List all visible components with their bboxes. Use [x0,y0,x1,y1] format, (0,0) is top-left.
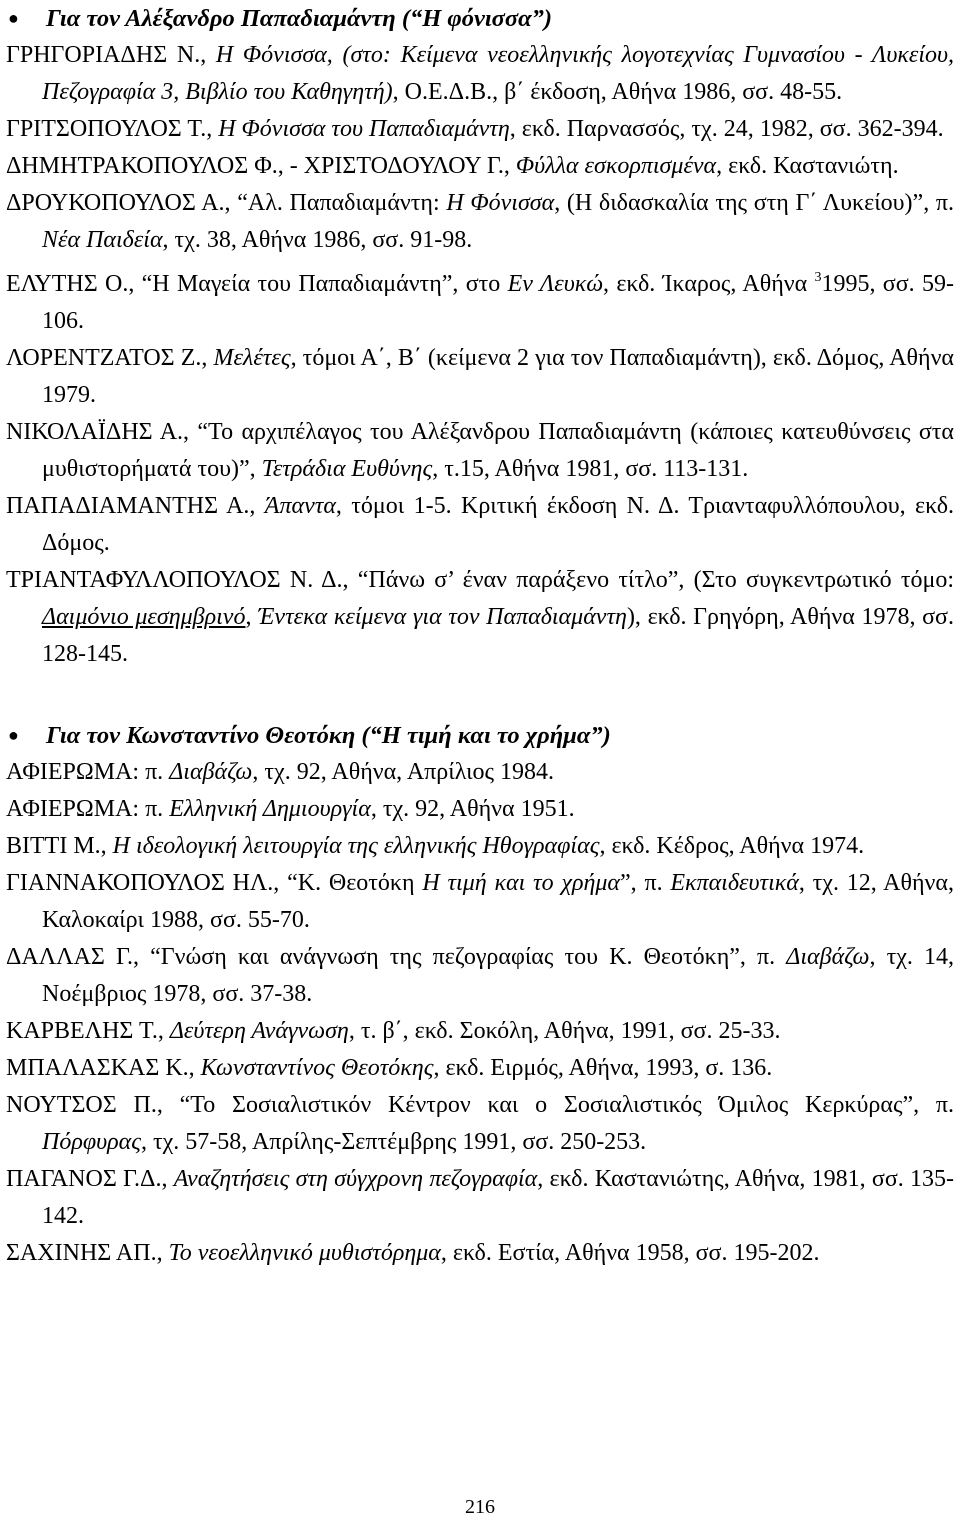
entry-text-segment: , τχ. 92, Αθήνα 1951. [370,796,575,822]
entry-text-segment: ΜΠΑΛΑΣΚΑΣ Κ., [6,1055,201,1081]
bibliography-entry [6,259,954,340]
entry-list [6,754,954,1272]
section-papadiamantis [6,0,954,673]
section-heading [6,717,954,754]
section-heading-text: Για τον Αλέξανδρο Παπαδιαμάντη (“Η φόνισσα”) [46,5,553,32]
entry-text-segment: ΛΟΡΕΝΤΖΑΤΟΣ Ζ., [6,345,214,371]
entry-text-segment: Νέα Παιδεία [42,227,163,253]
entry-text-segment: ΤΡΙΑΝΤΑΦΥΛΛΟΠΟΥΛΟΣ Ν. Δ., “Πάνω σ’ έναν παράξενο τίτλο”, (Στο συγκεντρωτικό τόμο: [6,567,954,593]
entry-text-segment: ΒΙΤΤΙ Μ., [6,833,113,859]
entry-text-segment: Η τιμή και το χρήμα [422,870,621,896]
bibliography-page [6,0,954,1272]
bibliography-entry [6,340,954,414]
entry-text-segment: ΔΡΟΥΚΟΠΟΥΛΟΣ Α., “Αλ. Παπαδιαμάντη: [6,190,447,216]
entry-text-segment: ΝΙΚΟΛΑΪΔΗΣ Α., “Το αρχιπέλαγος του Αλέξανδρου Παπαδιαμάντη (κάποιες κατευθύνσεις στα μυθιστορήματά του)”, [6,419,954,482]
entry-text-segment: Εκπαιδευτικά [670,870,799,896]
bibliography-entry [6,111,954,148]
entry-text-segment: , τ.15, Αθήνα 1981, σσ. 113-131. [432,456,749,482]
entry-text-segment: Διαβάζω [786,944,870,970]
entry-text-segment: Δεύτερη Ανάγνωση [169,1018,349,1044]
entry-text-segment: , εκδ. Εστία, Αθήνα 1958, σσ. 195-202. [440,1240,820,1266]
entry-text-segment: Η Φόνισσα, (στο: Κείμενα νεοελληνικής λογοτεχνίας Γυμνασίου - Λυκείου, Πεζογραφία 3, Βιβλίο του Καθηγητή) [42,42,955,105]
bibliography-entry [6,791,954,828]
entry-text-segment: ΑΦΙΕΡΩΜΑ: π. [6,796,170,822]
entry-text-segment: Τετράδια Ευθύνης [261,456,433,482]
section-theotokis [6,717,954,1272]
bibliography-entry [6,828,954,865]
entry-text-segment: , [245,604,259,630]
entry-text-segment: ΕΛΥΤΗΣ Ο., “Η Μαγεία του Παπαδιαμάντη”, στο [6,271,508,297]
entry-text-segment: , τχ. 92, Αθήνα, Απρίλιος 1984. [252,759,555,785]
entry-text-segment: , τχ. 14, Νοέμβριος 1978, σσ. 37-38. [42,944,954,1007]
section-heading-text: Για τον Κωνσταντίνο Θεοτόκη (“Η τιμή και το χρήμα”) [46,722,611,749]
entry-text-segment: , εκδ. Ίκαρος, Αθήνα [603,271,815,297]
section-heading [6,0,954,37]
entry-text-segment: ΠΑΓΑΝΟΣ Γ.Δ., [6,1166,174,1192]
entry-text-segment: Διαβάζω [169,759,253,785]
entry-text-segment: Εν Λευκώ [507,271,604,297]
entry-text-segment: , εκδ. Κέδρος, Αθήνα 1974. [599,833,865,859]
entry-text-segment: 1995, σσ. 59-106. [42,271,954,334]
entry-text-segment: ΣΑΧΙΝΗΣ ΑΠ., [6,1240,169,1266]
bibliography-entry [6,148,954,185]
entry-text-segment: Η Φόνισσα [446,190,555,216]
entry-text-segment: Δαιμόνιο μεσημβρινό [42,604,246,630]
entry-text-segment: , τχ. 38, Αθήνα 1986, σσ. 91-98. [162,227,473,253]
entry-text-segment: ΠΑΠΑΔΙΑΜΑΝΤΗΣ Α., [6,493,265,519]
entry-list [6,37,954,673]
bibliography-entry [6,1050,954,1087]
bullet-icon: ● [8,725,19,745]
entry-text-segment: , τόμοι 1-5. Κριτική έκδοση Ν. Δ. Τριανταφυλλόπουλου, εκδ. Δόμος. [42,493,954,556]
entry-text-segment: , εκδ. Καστανιώτης, Αθήνα, 1981, σσ. 135-142. [42,1166,954,1229]
entry-text-segment: ΑΦΙΕΡΩΜΑ: π. [6,759,170,785]
entry-text-segment: Φύλλα εσκορπισμένα [515,153,717,179]
bibliography-entry [6,562,954,673]
entry-text-segment: , (Η διδασκαλία της στη Γ΄ Λυκείου)”, π. [554,190,954,216]
entry-text-segment: , εκδ. Ειρμός, Αθήνα, 1993, σ. 136. [433,1055,773,1081]
bullet-icon: ● [8,8,19,28]
bibliography-entry [6,754,954,791]
bibliography-entry [6,414,954,488]
entry-text-segment: ΓΙΑΝΝΑΚΟΠΟΥΛΟΣ ΗΛ., “Κ. Θεοτόκη [6,870,423,896]
entry-text-segment: Άπαντα [264,493,336,519]
entry-text-segment: ΔΑΛΛΑΣ Γ., “Γνώση και ανάγνωση της πεζογραφίας του Κ. Θεοτόκη”, π. [6,944,787,970]
entry-text-segment: , τ. β΄, εκδ. Σοκόλη, Αθήνα, 1991, σσ. 25-33. [348,1018,781,1044]
entry-text-segment: Πόρφυρας [42,1129,141,1155]
entry-text-segment: , εκδ. Παρνασσός, τχ. 24, 1982, σσ. 362-394. [509,116,944,142]
entry-text-segment: Η ιδεολογική λειτουργία της ελληνικής Ηθογραφίας [112,833,600,859]
entry-text-segment: Η Φόνισσα του Παπαδιαμάντη [218,116,510,142]
bibliography-entry [6,1013,954,1050]
bibliography-entry [6,37,954,111]
entry-text-segment: ΓΡΙΤΣΟΠΟΥΛΟΣ Τ., [6,116,219,142]
entry-text-segment: , εκδ. Καστανιώτη. [716,153,899,179]
edition-superscript: 3 [814,270,822,285]
bibliography-entry [6,1161,954,1235]
entry-text-segment: Κωνσταντίνος Θεοτόκης [200,1055,434,1081]
entry-text-segment: , τχ. 12, Αθήνα, Καλοκαίρι 1988, σσ. 55-70. [42,870,954,933]
bibliography-entry [6,488,954,562]
bibliography-entry [6,1087,954,1161]
bibliography-entry [6,865,954,939]
entry-text-segment: Αναζητήσεις στη σύγχρονη πεζογραφία [173,1166,538,1192]
entry-text-segment: ), εκδ. Γρηγόρη, Αθήνα 1978, σσ. 128-145. [42,604,954,667]
section-gap [6,673,954,717]
entry-text-segment: , Ο.Ε.Δ.Β., β΄ έκδοση, Αθήνα 1986, σσ. 48-55. [392,79,843,105]
bibliography-entry [6,939,954,1013]
entry-text-segment: Έντεκα κείμενα για τον Παπαδιαμάντη [258,604,627,630]
entry-text-segment: Το νεοελληνικό μυθιστόρημα [168,1240,441,1266]
entry-text-segment: ”, π. [620,870,671,896]
entry-text-segment: ΝΟΥΤΣΟΣ Π., “Το Σοσιαλιστικόν Κέντρον και ο Σοσιαλιστικός Όμιλος Κερκύρας”, π. [6,1092,954,1118]
bibliography-entry [6,1235,954,1272]
entry-text-segment: Ελληνική Δημιουργία [169,796,371,822]
entry-text-segment: ΓΡΗΓΟΡΙΑΔΗΣ Ν., [6,42,216,68]
bibliography-entry [6,185,954,259]
entry-text-segment: , τχ. 57-58, Απρίλης-Σεπτέμβρης 1991, σσ. 250-253. [141,1129,647,1155]
entry-text-segment: ΔΗΜΗΤΡΑΚΟΠΟΥΛΟΣ Φ., - ΧΡΙΣΤΟΔΟΥΛΟΥ Γ., [6,153,516,179]
entry-text-segment: , τόμοι Α΄, Β΄ (κείμενα 2 για τον Παπαδιαμάντη), εκδ. Δόμος, Αθήνα 1979. [42,345,954,408]
entry-text-segment: ΚΑΡΒΕΛΗΣ Τ., [6,1018,170,1044]
entry-text-segment: Μελέτες [213,345,291,371]
page-number: 216 [465,1496,495,1518]
